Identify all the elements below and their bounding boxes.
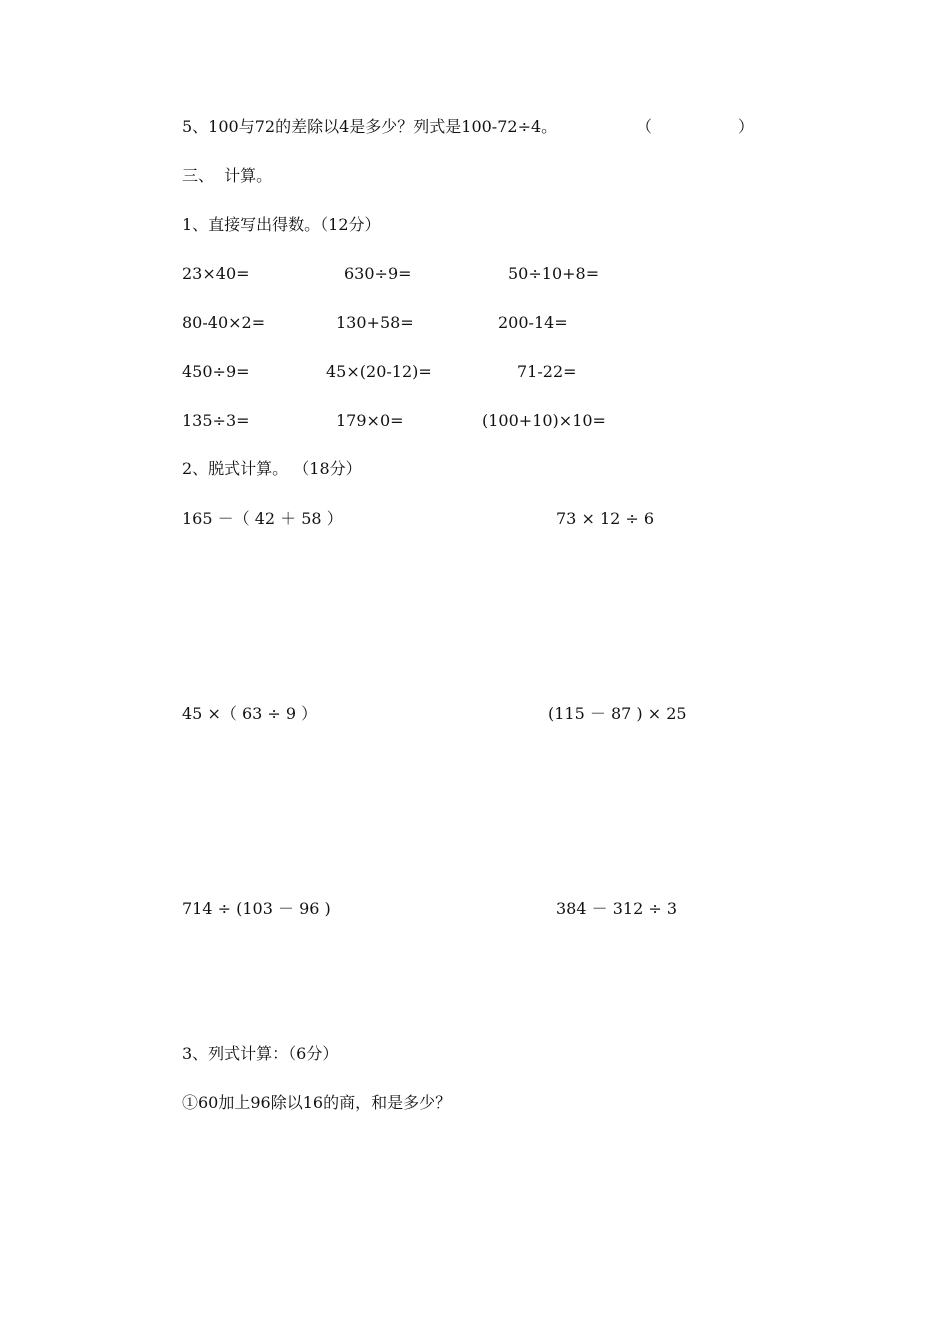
mental-math-item: 50÷10+8= [508, 264, 600, 283]
question-5-text: 5、100与72的差除以4是多少？列式是100-72÷4。 [182, 117, 558, 136]
answer-close-paren: ） [738, 117, 755, 136]
part-3-title: 3、列式计算：（6分） [182, 1044, 339, 1063]
part-2-title: 2、脱式计算。 （18分） [182, 459, 362, 478]
mental-math-item: 71-22= [517, 362, 577, 381]
mental-math-item: 630÷9= [344, 264, 412, 283]
step-calc-item: 714 ÷ (103 － 96 ) [182, 899, 331, 918]
mental-math-item: 450÷9= [182, 362, 250, 381]
mental-math-item: 200-14= [498, 313, 568, 332]
word-problem-1: ①60加上96除以16的商，和是多少？ [182, 1093, 452, 1112]
mental-math-item: 135÷3= [182, 411, 250, 430]
step-calc-item: 45 ×（ 63 ÷ 9 ） [182, 704, 318, 723]
step-calc-item: (115 － 87 ) × 25 [548, 704, 687, 723]
part-1-title: 1、直接写出得数。（12分） [182, 215, 381, 234]
answer-open-paren: （ [636, 117, 653, 136]
mental-math-item: 179×0= [336, 411, 404, 430]
step-calc-item: 384 － 312 ÷ 3 [556, 899, 678, 918]
step-calc-item: 73 × 12 ÷ 6 [556, 509, 655, 528]
mental-math-item: 45×(20-12)= [326, 362, 432, 381]
mental-math-item: 80-40×2= [182, 313, 266, 332]
mental-math-item: 23×40= [182, 264, 250, 283]
section-3-title: 三、 计算。 [182, 166, 273, 185]
mental-math-item: (100+10)×10= [482, 411, 606, 430]
step-calc-item: 165 －（ 42 ＋ 58 ） [182, 509, 343, 528]
mental-math-item: 130+58= [336, 313, 414, 332]
